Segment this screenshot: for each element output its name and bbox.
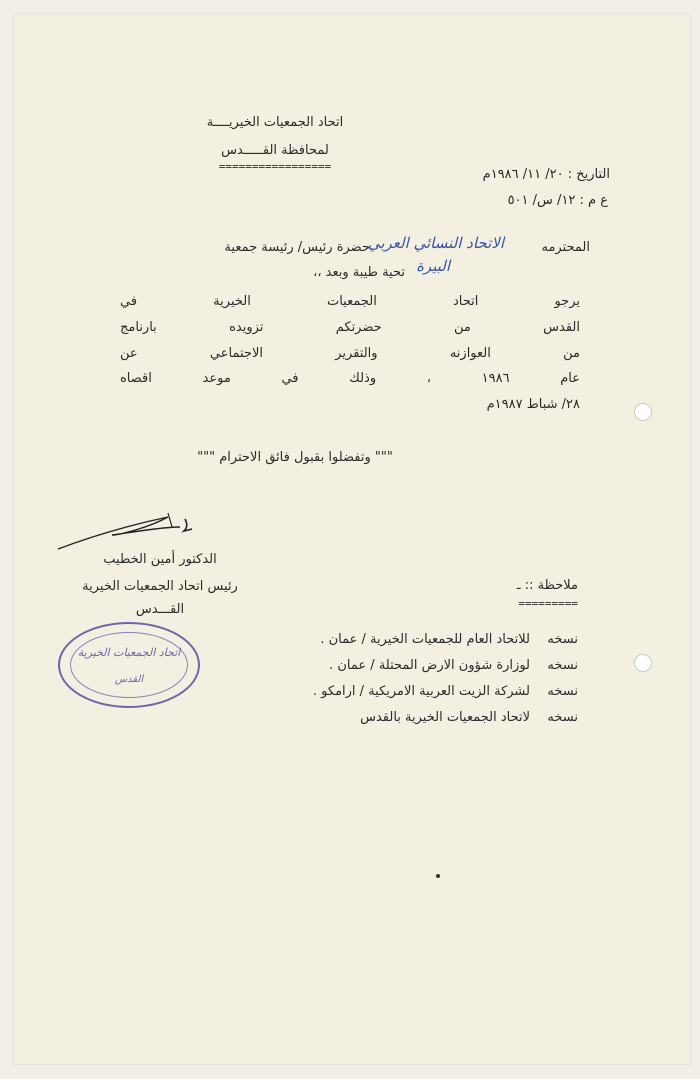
body-line-3: من العوازنه والتقرير الاجتماعي عن — [120, 346, 580, 361]
copy-recipient-4: لاتحاد الجمعيات الخيرية بالقدس — [360, 710, 530, 725]
letterhead-rule: ================= — [218, 160, 332, 173]
copy-recipient-2: لوزارة شؤون الارض المحتلة / عمان . — [329, 658, 530, 673]
signatory-name: الدكتور أمين الخطيب — [103, 552, 217, 567]
handwritten-city: البيرة — [416, 257, 450, 275]
body-line-5: ٢٨/ شباط ١٩٨٧م — [486, 397, 580, 412]
copy-label-4: نسخه — [547, 710, 578, 725]
addressee-line: حضرة رئيس/ رئيسة جمعية — [224, 240, 370, 255]
ink-mark — [436, 874, 440, 878]
organization-stamp — [58, 622, 200, 708]
greeting: تحية طيبة وبعد ،، — [313, 265, 405, 280]
signatory-title: رئيس اتحاد الجمعيات الخيرية — [82, 579, 238, 594]
punch-hole-lower — [634, 654, 652, 672]
stamp-text-org: اتحاد الجمعيات الخيرية — [77, 646, 181, 659]
body-line-1: يرجو اتحاد الجمعيات الخيرية في — [120, 294, 580, 309]
handwritten-organization: الاتحاد النسائي العربي — [367, 234, 504, 252]
copy-label-1: نسخه — [547, 632, 578, 647]
closing-phrase: """ وتفضلوا بقبول فائق الاحترام """ — [197, 450, 393, 465]
copy-label-2: نسخه — [547, 658, 578, 673]
body-line-4: عام ١٩٨٦ ، وذلك في موعد اقصاه — [120, 371, 580, 386]
letterhead-governorate: لمحافظة القـــــدس — [221, 143, 329, 158]
letter-date: التاريخ : ٢٠/ ١١/ ١٩٨٦م — [482, 167, 610, 182]
notes-rule: ========= — [518, 597, 578, 610]
body-line-2: القدس من حضرتكم تزويده بارنامج — [120, 320, 580, 335]
honorific: المحترمه — [541, 240, 590, 255]
punch-hole-upper — [634, 403, 652, 421]
signatory-city: القـــدس — [135, 602, 185, 617]
reference-number: ع م : ١٢/ س/ ٥٠١ — [507, 193, 608, 208]
copy-recipient-1: للاتحاد العام للجمعيات الخيرية / عمان . — [320, 632, 530, 647]
copy-label-3: نسخه — [547, 684, 578, 699]
stamp-text-city: القدس — [114, 674, 144, 685]
copy-recipient-3: لشركة الزيت العربية الامريكية / ارامكو . — [312, 684, 530, 699]
letterhead-org-name: اتحاد الجمعيات الخيريــــة — [206, 115, 344, 130]
notes-label: ملاحظة :: ـ — [516, 578, 578, 593]
